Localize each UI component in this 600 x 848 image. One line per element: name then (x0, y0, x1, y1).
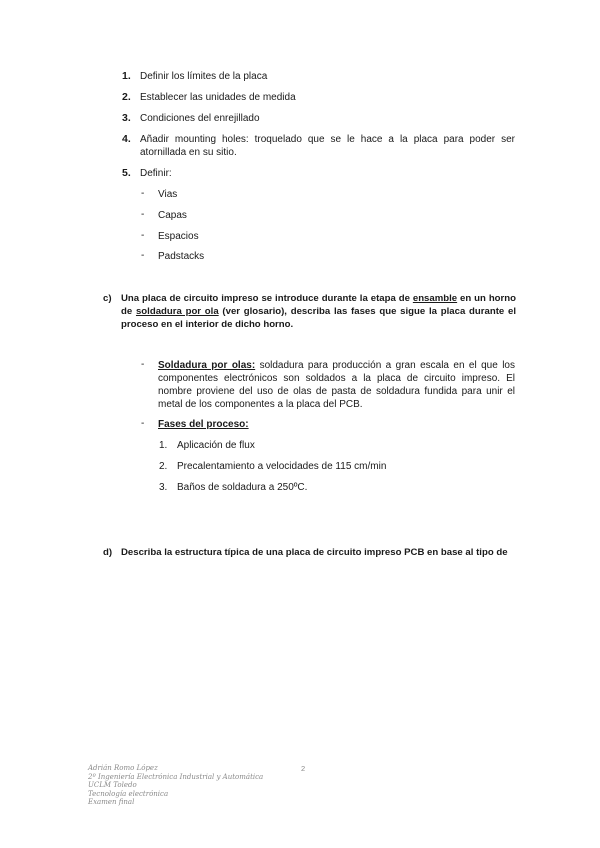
footer (88, 764, 263, 807)
page-number: 2 (301, 764, 306, 773)
list-number: 2. (122, 91, 131, 103)
question-c-label: c) (103, 293, 112, 304)
phase-number: 2. (159, 461, 168, 472)
question-d-text: Describa la estructura típica de una placa de circuito impreso PCB en base al tipo de (121, 547, 508, 558)
list-item: Definir: (140, 168, 172, 179)
list-number: 5. (122, 167, 131, 179)
phase-item: Baños de soldadura a 250ºC. (177, 482, 308, 493)
footer-line: 2º Ingeniería Electrónica Industrial y Automática (88, 772, 264, 781)
sub-list-item: Capas (158, 210, 187, 221)
question-d-label: d) (103, 547, 113, 558)
phase-item: Precalentamiento a velocidades de 115 cm/min (177, 461, 387, 472)
list-number: 3. (122, 112, 131, 124)
footer-line: UCLM Toledo (88, 781, 137, 790)
dash-bullet: - (141, 209, 145, 220)
sub-list-item: Vias (158, 189, 178, 200)
list-item: Establecer las unidades de medida (140, 92, 296, 103)
dash-bullet: - (141, 188, 145, 199)
phase-item: Aplicación de flux (177, 440, 255, 451)
question-text: en un horno de (121, 293, 516, 317)
footer-line: Examen final (88, 798, 135, 807)
list-number: 4. (122, 133, 131, 145)
dash-bullet: - (141, 230, 145, 241)
footer-line: Tecnología electrónica (88, 789, 169, 798)
glossary-link-ensamble: ensamble (412, 293, 458, 304)
sub-list-item: Espacios (158, 231, 199, 242)
question-c-text (121, 292, 516, 331)
question-text: (ver glosario), describa las fases que sigue la placa durante el proceso en el interior de dicho horno. (121, 306, 516, 330)
dash-bullet: - (141, 418, 145, 429)
dash-bullet: - (141, 250, 145, 261)
glossary-link-soldadura: soldadura por ola (135, 306, 219, 317)
footer-line: Adrián Romo López (88, 764, 158, 772)
answer-term: Soldadura por olas: (158, 360, 256, 371)
answer-definition: soldadura para producción a gran escala en el que los componentes electrónicos son soldados a la placa de circuito impreso. El nombre proviene del uso de olas de pasta de soldadura fundida para unir el metal de los componentes a la placa del PCB. (158, 360, 515, 410)
dash-bullet: - (141, 359, 145, 370)
sub-list-item: Padstacks (158, 251, 205, 262)
list-number: 1. (122, 70, 131, 82)
phase-number: 3. (159, 482, 168, 493)
phase-number: 1. (159, 440, 168, 451)
list-item: Definir los límites de la placa (140, 71, 268, 82)
phases-title: Fases del proceso: (158, 419, 249, 430)
list-item: Condiciones del enrejillado (140, 113, 260, 124)
list-item: Añadir mounting holes: troquelado que se le hace a la placa para poder ser atornillada en su sitio. (140, 134, 515, 158)
answer-paragraph (158, 359, 515, 411)
question-text: Una placa de circuito impreso se introduce durante la etapa de (121, 293, 413, 304)
